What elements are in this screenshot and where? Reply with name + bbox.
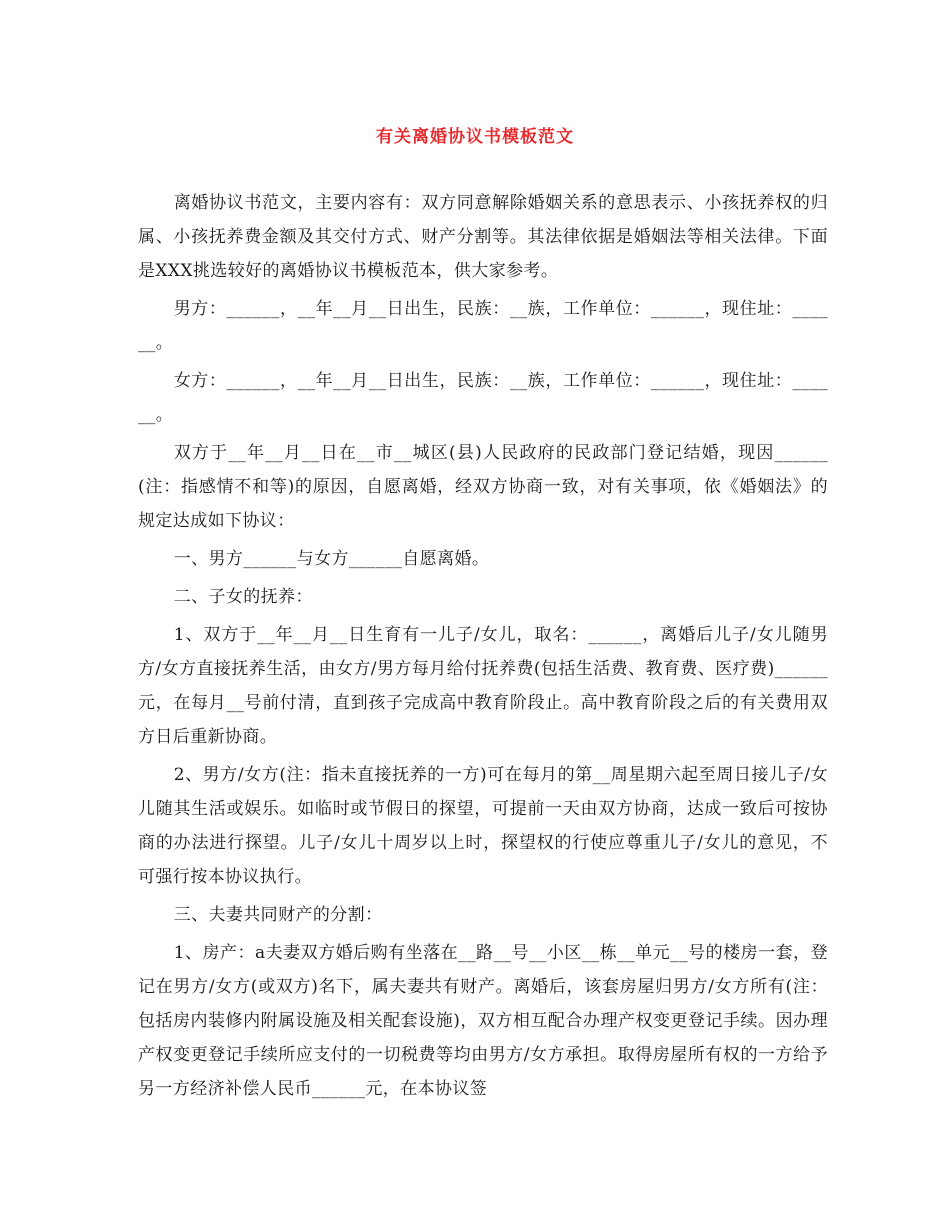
marriage-registration-paragraph: 双方于__年__月__日在__市__城区(县)人民政府的民政部门登记结婚，现因______(注：指感情不和等)的原因，自愿离婚，经双方协商一致，对有关事项，依《婚姻法》的规定达成如下协议： bbox=[138, 443, 828, 531]
clause-1-divorce: 一、男方______与女方______自愿离婚。 bbox=[173, 549, 490, 569]
document-title: 有关离婚协议书模板范文 bbox=[376, 127, 574, 147]
husband-info-paragraph: 男方：______，__年__月__日出生，民族：__族，工作单位：______，现住址：______。 bbox=[138, 299, 828, 353]
clause-2-item-2: 2、男方/女方(注：指未直接抚养的一方)可在每月的第__周星期六起至周日接儿子/女儿随其生活或娱乐。如临时或节假日的探望，可提前一天由双方协商，达成一致后可按协商的办法进行探望。儿子/女儿十周岁以上时，探望权的行使应尊重儿子/女儿的意见，不可强行按本协议执行。 bbox=[138, 765, 828, 887]
clause-2-item-1: 1、双方于__年__月__日生育有一儿子/女儿，取名：______，离婚后儿子/女儿随男方/女方直接抚养生活，由女方/男方每月给付抚养费(包括生活费、教育费、医疗费)______元，在每月__号前付清，直到孩子完成高中教育阶段止。高中教育阶段之后的有关费用双方日后重新协商。 bbox=[138, 625, 828, 747]
clause-2-heading: 二、子女的抚养： bbox=[173, 587, 313, 607]
intro-paragraph: 离婚协议书范文，主要内容有：双方同意解除婚姻关系的意思表示、小孩抚养权的归属、小孩抚养费金额及其交付方式、财产分割等。其法律依据是婚姻法等相关法律。下面是XXX挑选较好的离婚协议书模板范本，供大家参考。 bbox=[138, 193, 828, 281]
wife-info-paragraph: 女方：______，__年__月__日出生，民族：__族，工作单位：______，现住址：______。 bbox=[138, 371, 828, 425]
document-body bbox=[138, 186, 828, 1110]
clause-3-item-1: 1、房产：a夫妻双方婚后购有坐落在__路__号__小区__栋__单元__号的楼房一套，登记在男方/女方(或双方)名下，属夫妻共有财产。离婚后，该套房屋归男方/女方所有(注：包括房内装修内附属设施及相关配套设施)，双方相互配合办理产权变更登记手续。因办理产权变更登记手续所应支付的一切税费等均由男方/女方承担。取得房屋所有权的一方给予另一方经济补偿人民币______元，在本协议签 bbox=[138, 943, 828, 1099]
clause-3-heading: 三、夫妻共同财产的分割： bbox=[173, 905, 383, 925]
